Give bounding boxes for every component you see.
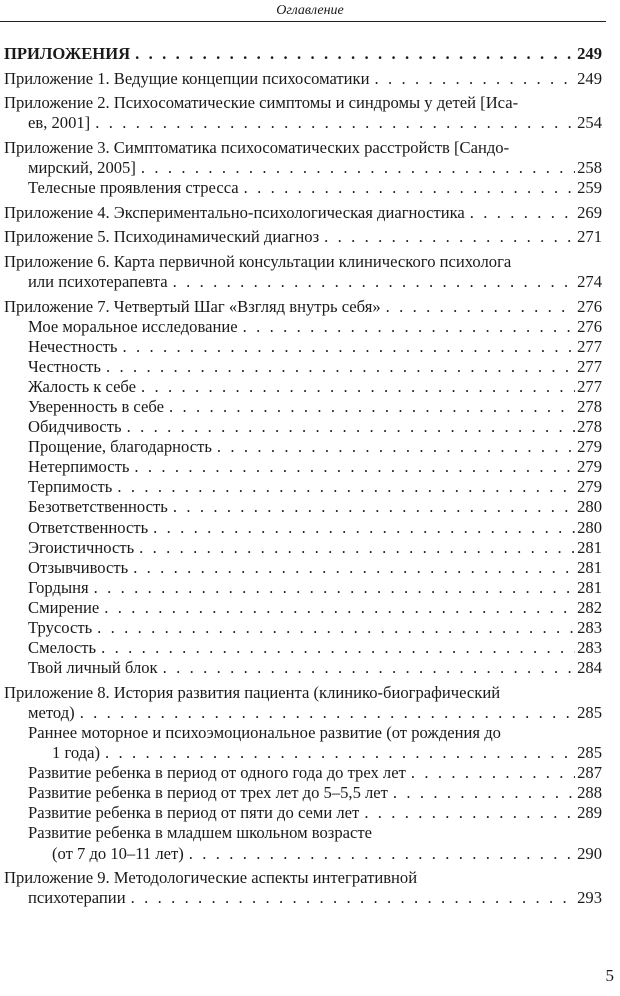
- dot-leader: [163, 658, 576, 678]
- dot-leader: [141, 377, 575, 397]
- toc-entry: [4, 723, 602, 763]
- toc-entry-page: 271: [577, 227, 602, 247]
- dot-leader: [131, 888, 576, 908]
- toc-entry-title: Приложение 3. Симптоматика психосоматических расстройств [Сандо-: [4, 137, 510, 157]
- toc-entry-page: 254: [577, 113, 602, 133]
- toc-entry: [4, 337, 602, 357]
- dot-leader: [243, 317, 576, 337]
- toc-entry-page: 285: [577, 702, 602, 722]
- toc-entry: [4, 138, 602, 178]
- toc-entry: [4, 252, 602, 292]
- toc-entry-title: Прощение, благодарность: [28, 437, 212, 457]
- toc-entry: [4, 203, 602, 223]
- toc-entry-page: 269: [577, 202, 602, 222]
- toc-entry-title: Приложение 2. Психосоматические симптомы и синдромы у детей [Иса-: [4, 93, 519, 113]
- toc-entry-title: Приложение 4. Экспериментально-психологическая диагностика: [4, 202, 465, 222]
- toc-entry-title-continued: метод): [28, 702, 75, 722]
- toc-entry: [4, 397, 602, 417]
- toc-entry-page: 285: [577, 743, 602, 763]
- toc-entry-title: Приложение 8. История развития пациента (клинико-биографический: [4, 682, 501, 702]
- dot-leader: [393, 783, 575, 803]
- toc-entry-page: 293: [577, 888, 602, 908]
- toc-entry-page: 281: [577, 537, 602, 557]
- dot-leader: [106, 357, 575, 377]
- dot-leader: [101, 638, 575, 658]
- toc-entry-title-continued: 1 года): [52, 743, 100, 763]
- toc-entry-title: Эгоистичность: [28, 537, 135, 557]
- toc-entry: [4, 783, 602, 803]
- toc-entry-title-continued: или психотерапевта: [28, 271, 168, 291]
- toc-entry-page: 281: [577, 577, 602, 597]
- toc-entry: [4, 578, 602, 598]
- toc-entry-title: Терпимость: [28, 477, 113, 497]
- dot-leader: [169, 397, 575, 417]
- toc-entry-page: 278: [577, 397, 602, 416]
- toc-entry: [4, 803, 602, 823]
- dot-leader: [135, 44, 575, 64]
- toc-entry: [4, 417, 602, 437]
- toc-entry-title: Приложение 5. Психодинамический диагноз: [4, 227, 320, 247]
- toc-entry: [4, 658, 602, 678]
- toc-entry-page: 282: [577, 597, 602, 617]
- toc-entry: [4, 377, 602, 397]
- toc-entry-title: Отзывчивость: [28, 557, 129, 577]
- toc-entry: [4, 437, 602, 457]
- toc-entry-page: 283: [577, 618, 602, 638]
- header-rule: [0, 21, 606, 22]
- toc-entry-page: 259: [577, 178, 602, 198]
- toc-entry-title-continued: мирский, 2005]: [28, 157, 136, 177]
- dot-leader: [364, 803, 575, 823]
- dot-leader: [94, 578, 575, 598]
- toc-entry-page: 277: [577, 336, 602, 356]
- toc-entry-page: 277: [577, 356, 602, 376]
- toc-entry-title: Приложение 7. Четвертый Шаг «Взгляд внутрь себя»: [4, 296, 381, 316]
- dot-leader: [244, 178, 575, 198]
- toc-entry-page: 289: [577, 803, 602, 823]
- toc-entry: [4, 558, 602, 578]
- toc-entry: [4, 93, 602, 133]
- toc-entry-title: Приложение 1. Ведущие концепции психосоматики: [4, 68, 370, 88]
- toc-entry: [4, 357, 602, 377]
- dot-leader: [105, 743, 575, 763]
- toc-entry-title-continued: психотерапии: [28, 888, 126, 908]
- dot-leader: [411, 763, 575, 783]
- toc-entry-page: 277: [577, 376, 602, 396]
- toc-entry-page: 290: [577, 843, 602, 863]
- dot-leader: [122, 337, 575, 357]
- dot-leader: [97, 618, 575, 638]
- toc-entry-page: 276: [577, 296, 602, 316]
- toc-entry-title: Твой личный блок: [28, 658, 158, 678]
- toc-entry: [4, 763, 602, 783]
- toc-entry-title: ПРИЛОЖЕНИЯ: [4, 44, 131, 63]
- dot-leader: [80, 703, 575, 723]
- toc-entry-page: 278: [577, 417, 602, 437]
- toc-entry-page: 283: [577, 638, 602, 658]
- dot-leader: [127, 417, 576, 437]
- dot-leader: [189, 844, 575, 864]
- toc-entry-page: 281: [577, 557, 602, 577]
- toc-entry-title-continued: (от 7 до 10–11 лет): [52, 843, 184, 863]
- toc-entry-page: 287: [577, 763, 602, 783]
- toc-entry-title: Развитие ребенка в младшем школьном возрасте: [28, 823, 372, 843]
- toc-entry-page: 280: [577, 497, 602, 517]
- toc-entry-title: Гордыня: [28, 577, 89, 597]
- toc-entry-title: Приложение 9. Методологические аспекты интегративной: [4, 868, 418, 888]
- toc-entry: [4, 538, 602, 558]
- toc-entry: [4, 477, 602, 497]
- toc-entry-title: Мое моральное исследование: [28, 316, 238, 336]
- toc-entry: [4, 518, 602, 538]
- toc-entry: [4, 618, 602, 638]
- toc-entry-page: 249: [577, 68, 602, 88]
- toc-entry-title: Трусость: [28, 618, 93, 638]
- toc-entry-title: Ответственность: [28, 517, 149, 537]
- toc-entry-page: 280: [577, 517, 602, 537]
- toc-entry-title: Развитие ребенка в период от трех лет до 5–5,5 лет: [28, 783, 388, 803]
- toc-entry-title: Развитие ребенка в период от пяти до семи лет: [28, 803, 360, 823]
- toc-entry: [4, 44, 602, 64]
- dot-leader: [141, 158, 575, 178]
- toc-entry: [4, 457, 602, 477]
- dot-leader: [133, 558, 575, 578]
- toc-entry: [4, 317, 602, 337]
- toc-entry-page: 249: [577, 44, 602, 63]
- dot-leader: [134, 457, 575, 477]
- toc-entry: [4, 227, 602, 247]
- toc-entry-title: Смелость: [28, 638, 97, 658]
- dot-leader: [95, 113, 575, 133]
- dot-leader: [386, 297, 575, 317]
- toc-entry-title: Раннее моторное и психоэмоциональное развитие (от рождения до: [28, 723, 501, 742]
- dot-leader: [173, 497, 575, 517]
- toc-entry-page: 279: [577, 437, 602, 457]
- toc-entry-page: 279: [577, 477, 602, 497]
- running-header: Оглавление: [276, 3, 344, 18]
- toc-entry: [4, 497, 602, 517]
- toc-entry-page: 288: [577, 783, 602, 803]
- toc-entry-page: 279: [577, 457, 602, 477]
- toc-entry-title: Нетерпимость: [28, 457, 130, 477]
- dot-leader: [470, 203, 575, 223]
- dot-leader: [153, 518, 575, 538]
- page-number: 5: [605, 966, 614, 985]
- toc-entry-title: Обидчивость: [28, 417, 122, 437]
- toc-entry-title: Развитие ребенка в период от одного года до трех лет: [28, 763, 406, 783]
- toc-entry-page: 274: [577, 271, 602, 291]
- toc-entry-title: Безответственность: [28, 497, 168, 517]
- toc-entry-page: 284: [577, 658, 602, 678]
- toc-entry-title: Телесные проявления стресса: [28, 178, 239, 198]
- toc-entry-title: Честность: [28, 356, 101, 376]
- toc-entry: [4, 683, 602, 723]
- toc-entry-page: 258: [577, 157, 602, 177]
- dot-leader: [217, 437, 575, 457]
- toc-entry: [4, 178, 602, 198]
- toc-entry-title: Нечестность: [28, 336, 118, 356]
- toc-entry-title: Жалость к себе: [28, 376, 137, 396]
- toc-entry: [4, 297, 602, 317]
- toc-entry: [4, 598, 602, 618]
- toc-entry: [4, 638, 602, 658]
- dot-leader: [104, 598, 575, 618]
- toc-entry-title: Приложение 6. Карта первичной консультации клинического психолога: [4, 251, 512, 271]
- dot-leader: [173, 272, 576, 292]
- toc-entry: [4, 823, 602, 863]
- toc-entry-title: Уверенность в себе: [28, 397, 164, 416]
- toc-entry: [4, 868, 602, 908]
- dot-leader: [324, 227, 575, 247]
- toc-entry-title: Смирение: [28, 597, 100, 617]
- table-of-contents: [4, 44, 602, 908]
- toc-entry-title-continued: ев, 2001]: [28, 113, 91, 133]
- toc-entry-page: 276: [577, 316, 602, 336]
- toc-entry: [4, 69, 602, 89]
- dot-leader: [374, 69, 575, 89]
- dot-leader: [139, 538, 575, 558]
- dot-leader: [117, 477, 575, 497]
